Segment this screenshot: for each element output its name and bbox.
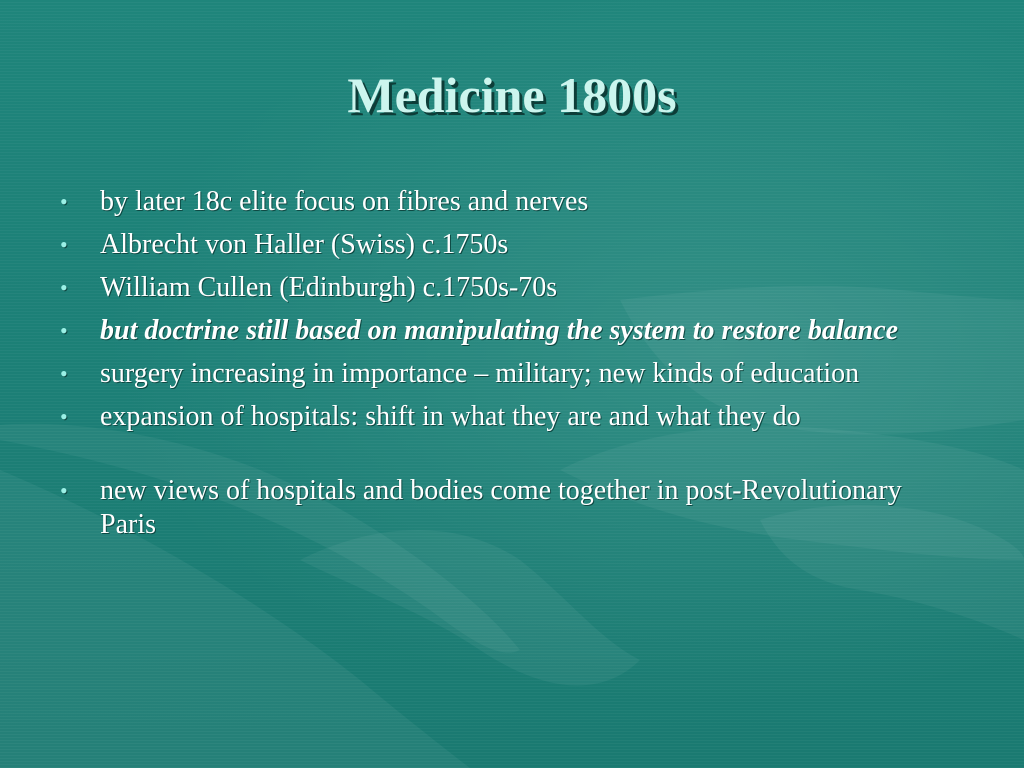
bullet-item: [60, 185, 960, 219]
bullet-item-emphasized: [60, 314, 960, 348]
bullet-dot-icon: •: [60, 275, 68, 300]
bullet-dot-icon: •: [60, 318, 68, 343]
bullet-text: William Cullen (Edinburgh) c.1750s-70s: [100, 272, 558, 303]
bullet-item: [60, 474, 960, 542]
bullet-item: [60, 400, 960, 434]
bullet-item: [60, 357, 960, 391]
bullet-text: surgery increasing in importance – military; new kinds of education: [100, 358, 860, 389]
bullet-dot-icon: •: [60, 478, 68, 503]
bullet-dot-icon: •: [60, 361, 68, 386]
bullet-dot-icon: •: [60, 232, 68, 257]
bullet-text: Albrecht von Haller (Swiss) c.1750s: [100, 229, 509, 260]
bullet-dot-icon: •: [60, 189, 68, 214]
bullet-text: by later 18c elite focus on fibres and nerves: [100, 186, 589, 217]
bullet-item: [60, 228, 960, 262]
slide-title: Medicine 1800s: [347, 67, 677, 123]
bullet-text: but doctrine still based on manipulating the system to restore balance: [100, 315, 899, 346]
bullet-list: [60, 185, 960, 551]
bullet-text: new views of hospitals and bodies come together in post-Revolutionary Paris: [100, 475, 902, 540]
bullet-dot-icon: •: [60, 404, 68, 429]
bullet-item: [60, 271, 960, 305]
bullet-text: expansion of hospitals: shift in what they are and what they do: [100, 401, 801, 432]
